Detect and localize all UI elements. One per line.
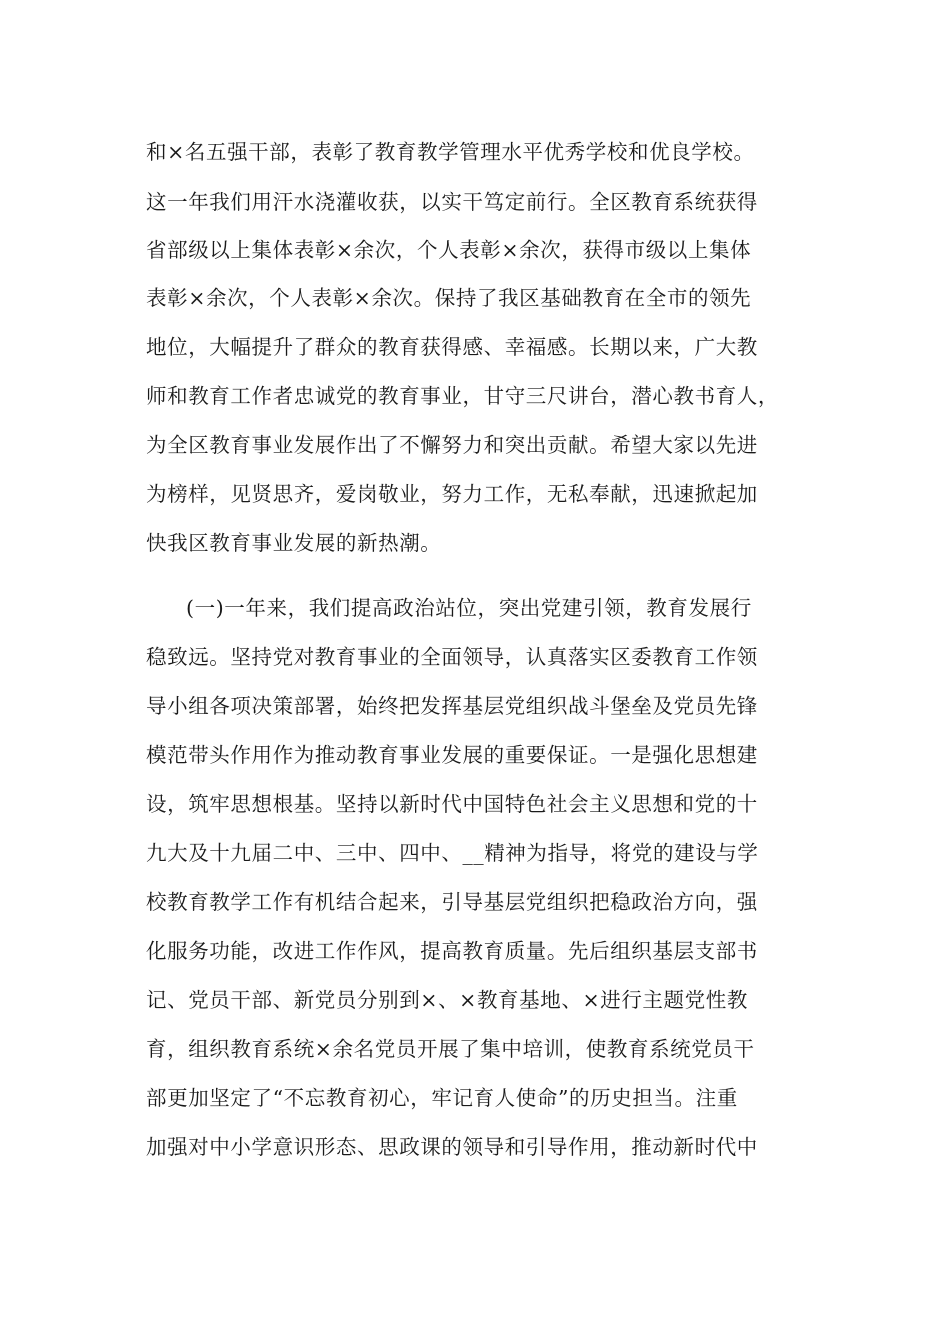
paragraph-1-line-3: 省部级以上集体表彰×余次，个人表彰×余次，获得市级以上集体 [146, 238, 752, 262]
paragraph-1-line-8: 为榜样，见贤思齐，爱岗敬业，努力工作，无私奉献，迅速掀起加 [146, 482, 758, 506]
paragraph-2-line-4: 模范带头作用作为推动教育事业发展的重要保证。一是强化思想建 [146, 743, 758, 767]
paragraph-1-line-2: 这一年我们用汗水浇灌收获，以实干笃定前行。全区教育系统获得 [146, 190, 758, 214]
paragraph-2-line-12: 加强对中小学意识形态、思政课的领导和引导作用，推动新时代中 [146, 1135, 758, 1159]
paragraph-2-line-6: 九大及十九届二中、三中、四中、__精神为指导，将党的建设与学 [146, 841, 759, 865]
paragraph-2-line-10: 育，组织教育系统×余名党员开展了集中培训，使教育系统党员干 [146, 1037, 755, 1061]
paragraph-2-line-11: 部更加坚定了“不忘教育初心，牢记育人使命”的历史担当。注重 [146, 1086, 738, 1110]
paragraph-2-line-9: 记、党员干部、新党员分别到×、×教育基地、×进行主题党性教 [146, 988, 748, 1012]
paragraph-1-line-7: 为全区教育事业发展作出了不懈努力和突出贡献。希望大家以先进 [146, 433, 758, 457]
paragraph-2-line-3: 导小组各项决策部署，始终把发挥基层党组织战斗堡垒及党员先锋 [146, 694, 758, 718]
paragraph-1-line-9: 快我区教育事业发展的新热潮。 [146, 531, 442, 555]
paragraph-2-line-1: (一)一年来，我们提高政治站位，突出党建引领，教育发展行 [186, 596, 752, 620]
paragraph-2-line-7: 校教育教学工作有机结合起来，引导基层党组织把稳政治方向，强 [146, 890, 758, 914]
paragraph-1-line-1: 和×名五强干部，表彰了教育教学管理水平优秀学校和优良学校。 [146, 140, 755, 164]
paragraph-2-line-5: 设，筑牢思想根基。坚持以新时代中国特色社会主义思想和党的十 [146, 792, 758, 816]
paragraph-1-line-5: 地位，大幅提升了群众的教育获得感、幸福感。长期以来，广大教 [146, 335, 758, 359]
paragraph-2-line-8: 化服务功能，改进工作作风，提高教育质量。先后组织基层支部书 [146, 939, 758, 963]
paragraph-2-line-2: 稳致远。坚持党对教育事业的全面领导，认真落实区委教育工作领 [146, 645, 758, 669]
paragraph-1-line-6: 师和教育工作者忠诚党的教育事业，甘守三尺讲台，潜心教书育人， [146, 384, 779, 408]
paragraph-1-line-4: 表彰×余次，个人表彰×余次。保持了我区基础教育在全市的领先 [146, 286, 752, 310]
